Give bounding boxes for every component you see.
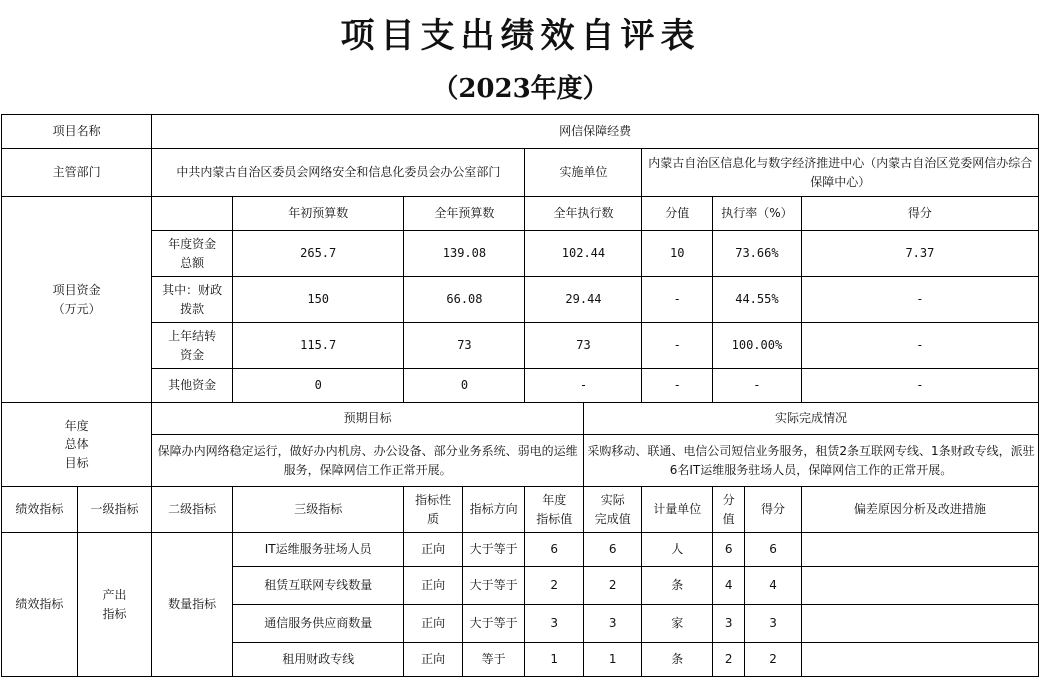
funds-row: [2, 277, 1039, 323]
perf-weight: 6: [713, 533, 745, 567]
funds-cell: 7.37: [801, 231, 1038, 277]
funds-header-score: 得分: [801, 197, 1038, 231]
expected-goal-header: 预期目标: [152, 403, 584, 435]
perf-note: [801, 567, 1038, 605]
actual-completion-text: 采购移动、联通、电信公司短信业务服务，租赁2条互联网专线、1条财政专线，派驻6名IT运维服务驻场人员，保障网信工作的正常开展。: [583, 435, 1038, 487]
perf-level2-cell: 数量指标: [152, 533, 233, 677]
perf-actual: 1: [583, 643, 642, 677]
perf-target: 2: [525, 567, 584, 605]
funds-cell: 115.7: [232, 323, 403, 369]
perf-direction: 大于等于: [462, 605, 525, 643]
funds-cell: 73.66%: [713, 231, 802, 277]
project-row: [2, 115, 1039, 149]
perf-level3-name: 租用财政专线: [232, 643, 403, 677]
perf-direction: 大于等于: [462, 533, 525, 567]
perf-row: [2, 533, 1039, 567]
perf-unit: 条: [642, 567, 713, 605]
perf-target: 3: [525, 605, 584, 643]
perf-weight: 2: [713, 643, 745, 677]
funds-row: [2, 323, 1039, 369]
funds-header-executed: 全年执行数: [525, 197, 642, 231]
perf-group-cell: 绩效指标: [2, 533, 78, 677]
perf-level3-name: 租赁互联网专线数量: [232, 567, 403, 605]
perf-header-weight: 分 值: [713, 487, 745, 533]
funds-row-name: 上年结转 资金: [152, 323, 233, 369]
perf-unit: 人: [642, 533, 713, 567]
funds-cell: -: [642, 323, 713, 369]
perf-header-nature: 指标性 质: [404, 487, 463, 533]
dept-label: 主管部门: [2, 149, 152, 197]
funds-cell: 139.08: [404, 231, 525, 277]
perf-header-actual: 实际 完成值: [583, 487, 642, 533]
perf-target: 6: [525, 533, 584, 567]
perf-direction: 大于等于: [462, 567, 525, 605]
perf-note: [801, 643, 1038, 677]
funds-header-blank: [152, 197, 233, 231]
perf-level3-name: IT运维服务驻场人员: [232, 533, 403, 567]
perf-score: 3: [745, 605, 801, 643]
perf-nature: 正向: [404, 567, 463, 605]
perf-level3-name: 通信服务供应商数量: [232, 605, 403, 643]
perf-score: 2: [745, 643, 801, 677]
perf-header-note: 偏差原因分析及改进措施: [801, 487, 1038, 533]
funds-cell: 44.55%: [713, 277, 802, 323]
impl-unit-label: 实施单位: [525, 149, 642, 197]
annual-goal-label: 年度 总体 目标: [2, 403, 152, 487]
project-name-value: 网信保障经费: [152, 115, 1039, 149]
funds-cell: -: [801, 323, 1038, 369]
funds-cell: 0: [404, 369, 525, 403]
perf-header-score: 得分: [745, 487, 801, 533]
funds-cell: 29.44: [525, 277, 642, 323]
funds-cell: 265.7: [232, 231, 403, 277]
funds-row-name: 其中：财政 拨款: [152, 277, 233, 323]
perf-actual: 3: [583, 605, 642, 643]
funds-label: 项目资金 （万元）: [2, 197, 152, 403]
perf-nature: 正向: [404, 605, 463, 643]
project-name-label: 项目名称: [2, 115, 152, 149]
funds-cell: 0: [232, 369, 403, 403]
evaluation-table: [1, 114, 1039, 677]
perf-target: 1: [525, 643, 584, 677]
perf-note: [801, 533, 1038, 567]
perf-unit: 家: [642, 605, 713, 643]
impl-unit-value: 内蒙古自治区信息化与数字经济推进中心（内蒙古自治区党委网信办综合保障中心）: [642, 149, 1039, 197]
department-row: [2, 149, 1039, 197]
funds-header-initial: 年初预算数: [232, 197, 403, 231]
funds-header-rate: 执行率（%）: [713, 197, 802, 231]
funds-cell: -: [801, 277, 1038, 323]
funds-cell: -: [642, 277, 713, 323]
perf-direction: 等于: [462, 643, 525, 677]
funds-cell: 102.44: [525, 231, 642, 277]
actual-completion-header: 实际完成情况: [583, 403, 1038, 435]
year-subtitle: （2023年度）: [432, 74, 609, 104]
perf-header-unit: 计量单位: [642, 487, 713, 533]
perf-nature: 正向: [404, 643, 463, 677]
funds-cell: 73: [525, 323, 642, 369]
perf-note: [801, 605, 1038, 643]
funds-cell: 73: [404, 323, 525, 369]
funds-cell: 150: [232, 277, 403, 323]
funds-header-weight: 分值: [642, 197, 713, 231]
perf-header-level2: 二级指标: [152, 487, 233, 533]
funds-cell: -: [801, 369, 1038, 403]
perf-header-group: 绩效指标: [2, 487, 78, 533]
perf-weight: 3: [713, 605, 745, 643]
funds-header-row: [2, 197, 1039, 231]
funds-cell: -: [525, 369, 642, 403]
perf-header-direction: 指标方向: [462, 487, 525, 533]
perf-actual: 6: [583, 533, 642, 567]
funds-row-name: 年度资金 总额: [152, 231, 233, 277]
perf-score: 4: [745, 567, 801, 605]
perf-unit: 条: [642, 643, 713, 677]
perf-header-level3: 三级指标: [232, 487, 403, 533]
funds-row-name: 其他资金: [152, 369, 233, 403]
funds-cell: 66.08: [404, 277, 525, 323]
perf-score: 6: [745, 533, 801, 567]
perf-actual: 2: [583, 567, 642, 605]
funds-header-annual: 全年预算数: [404, 197, 525, 231]
funds-cell: 10: [642, 231, 713, 277]
page-title: 项目支出绩效自评表: [340, 16, 701, 56]
dept-value: 中共内蒙古自治区委员会网络安全和信息化委员会办公室部门: [152, 149, 525, 197]
perf-header-target: 年度 指标值: [525, 487, 584, 533]
perf-header-row: [2, 487, 1039, 533]
expected-goal-text: 保障办内网络稳定运行，做好办内机房、办公设备、部分业务系统、弱电的运维服务，保障网信工作正常开展。: [152, 435, 584, 487]
funds-row: [2, 369, 1039, 403]
funds-cell: 100.00%: [713, 323, 802, 369]
funds-cell: -: [642, 369, 713, 403]
goals-header-row: [2, 403, 1039, 435]
perf-nature: 正向: [404, 533, 463, 567]
funds-cell: -: [713, 369, 802, 403]
perf-header-level1: 一级指标: [77, 487, 152, 533]
funds-row: [2, 231, 1039, 277]
perf-weight: 4: [713, 567, 745, 605]
perf-level1-cell: 产出 指标: [77, 533, 152, 677]
goals-content-row: [2, 435, 1039, 487]
